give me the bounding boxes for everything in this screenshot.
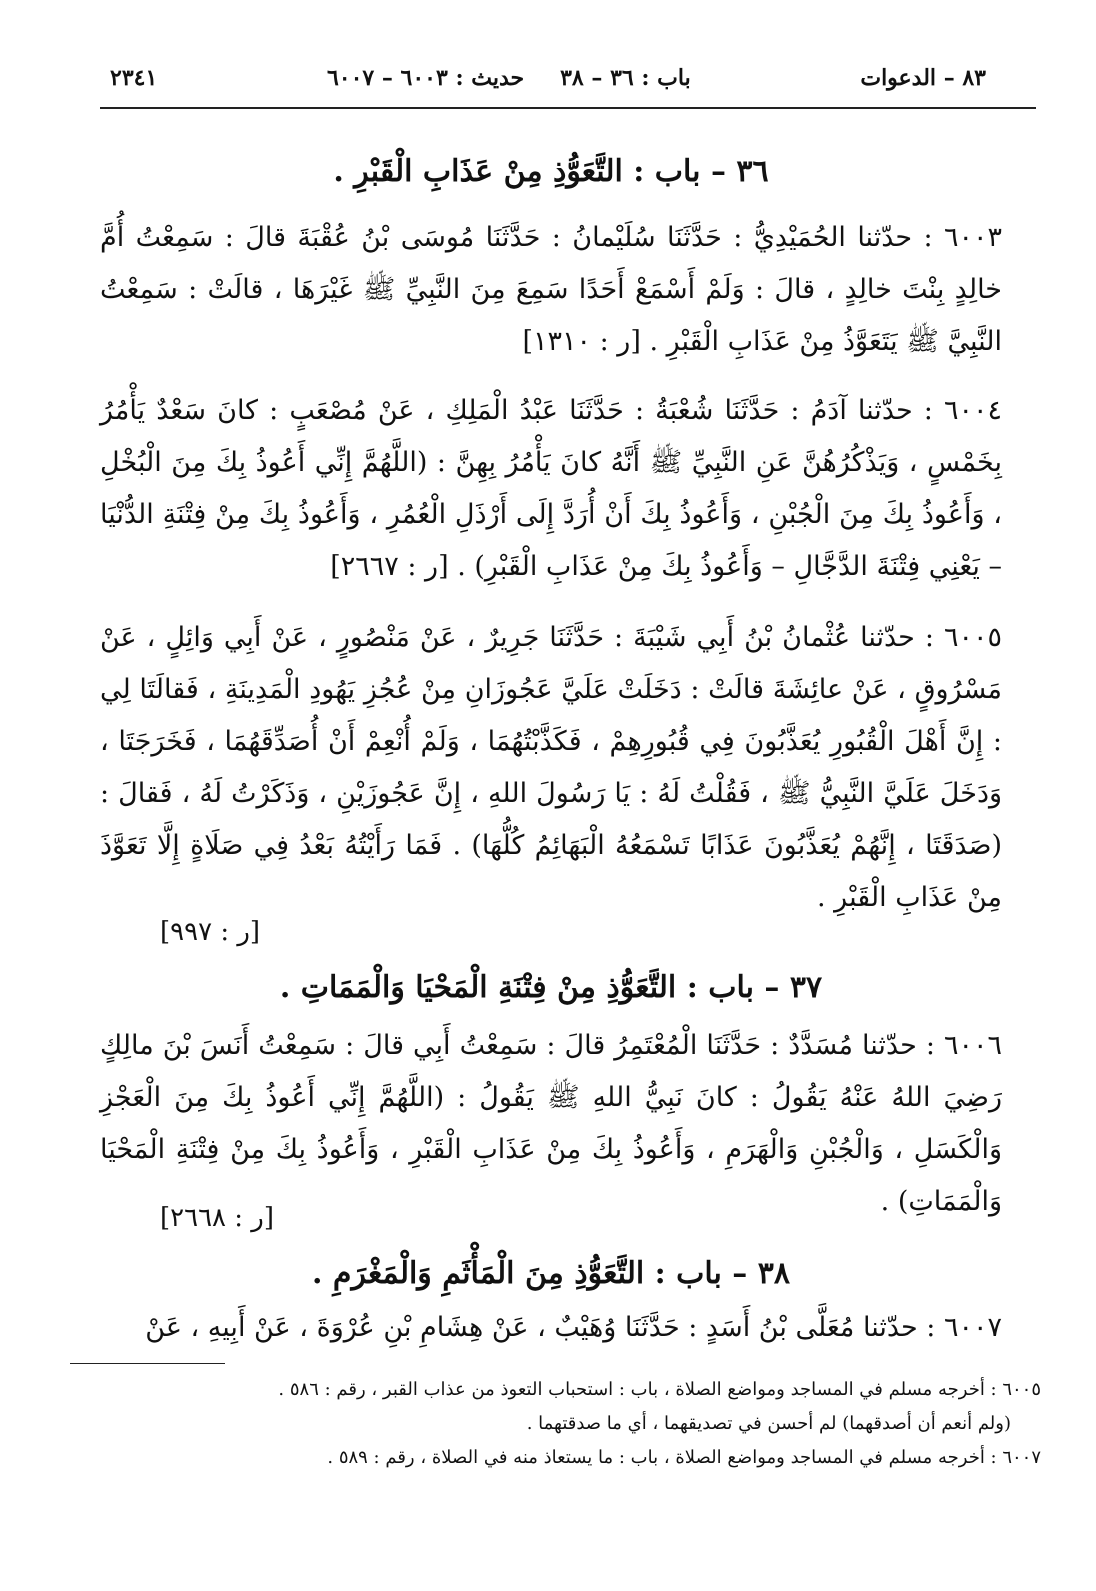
bab-range: باب : ٣٦ – ٣٨ [560, 65, 691, 91]
hadith-6005-reference: [ر : ٩٩٧] [160, 917, 261, 947]
footnote-6005: ٦٠٠٥ : أخرجه مسلم في المساجد ومواضع الصلاة ، باب : استحباب التعوذ من عذاب القبر ، رقم : ٥٨٦ . [278, 1379, 1041, 1400]
footnote-6005-note: (ولم أنعم أن أصدقهما) لم أحسن في تصديقهما ، أي ما صدقتهما . [526, 1413, 1011, 1434]
hadith-6003: ٦٠٠٣ : حدّثنا الحُمَيْدِيُّ : حَدَّثَنَا سُلَيْمانُ : حَدَّثَنَا مُوسَى بْنُ عُقْبَةَ قالَ : سَمِعْتُ أُمَّ خالِدٍ بِنْتَ خالِدٍ ، قالَ : وَلَمْ أَسْمَعْ أَحَدًا سَمِعَ مِنَ النَّبِيِّ ﷺ غَيْرَهَا ، قالَتْ : سَمِعْتُ النَّبِيَّ ﷺ يَتَعَوَّذُ مِنْ عَذَابِ الْقَبْرِ . [ر : ١٣١٠] [100, 222, 1002, 357]
page-number: ٢٣٤١ [110, 65, 158, 91]
hadith-6006: ٦٠٠٦ : حدّثنا مُسَدَّدٌ : حَدَّثَنَا الْمُعْتَمِرُ قالَ : سَمِعْتُ أَبِي قالَ : سَمِعْتُ أَنَسَ بْنَ مالِكٍ رَضِيَ اللهُ عَنْهُ يَقُولُ : كانَ نَبِيُّ اللهِ ﷺ يَقُولُ : (اللَّهُمَّ إِنِّي أَعُوذُ بِكَ مِنَ الْعَجْزِ وَالْكَسَلِ ، وَالْجُبْنِ وَالْهَرَمِ ، وَأَعُوذُ بِكَ مِنْ عَذَابِ الْقَبْرِ ، وَأَعُوذُ بِكَ مِنْ فِتْنَةِ الْمَحْيَا وَالْمَمَاتِ) . [100, 1030, 1002, 1217]
header-divider [100, 107, 1036, 109]
bab-37-heading: ٣٧ – باب : التَّعَوُّذِ مِنْ فِتْنَةِ الْمَحْيَا وَالْمَمَاتِ . [279, 970, 823, 1005]
chapter-title: ٨٣ – الدعوات [860, 65, 986, 91]
footnotes [80, 1373, 1041, 1475]
running-header [110, 58, 986, 98]
footnote-6007: ٦٠٠٧ : أخرجه مسلم في المساجد ومواضع الصلاة ، باب : ما يستعاذ منه في الصلاة ، رقم : ٥٨٩ . [327, 1447, 1041, 1468]
header-ranges [327, 65, 691, 91]
hadith-6005: ٦٠٠٥ : حدّثنا عُثْمانُ بْنُ أَبِي شَيْبَةَ : حَدَّثَنَا جَرِيرٌ ، عَنْ مَنْصُورٍ ، عَنْ أَبِي وَائِلٍ ، عَنْ مَسْرُوقٍ ، عَنْ عائِشَةَ قالَتْ : دَخَلَتْ عَلَيَّ عَجُوزَانِ مِنْ عُجُزِ يَهُودِ الْمَدِينَةِ ، فَقالَتَا لِي : إِنَّ أَهْلَ الْقُبُورِ يُعَذَّبُونَ فِي قُبُورِهِمْ ، فَكَذَّبْتُهُمَا ، وَلَمْ أُنْعِمْ أَنْ أُصَدِّقَهُمَا ، فَخَرَجَتَا ، وَدَخَلَ عَلَيَّ النَّبِيُّ ﷺ ، فَقُلْتُ لَهُ : يَا رَسُولَ اللهِ ، إِنَّ عَجُوزَيْنِ ، وَذَكَرْتُ لَهُ ، فَقالَ : (صَدَقَتَا ، إِنَّهُمْ يُعَذَّبُونَ عَذَابًا تَسْمَعُهُ الْبَهَائِمُ كُلُّهَا) . فَمَا رَأَيْتُهُ بَعْدُ فِي صَلَاةٍ إِلَّا تَعَوَّذَ مِنْ عَذَابِ الْقَبْرِ . [100, 622, 1002, 913]
hadith-range: حديث : ٦٠٠٣ – ٦٠٠٧ [326, 65, 525, 91]
bab-38-heading: ٣٨ – باب : التَّعَوُّذِ مِنَ الْمَأْثَمِ وَالْمَغْرَمِ . [312, 1256, 790, 1291]
bab-36-heading: ٣٦ – باب : التَّعَوُّذِ مِنْ عَذَابِ الْقَبْرِ . [333, 154, 769, 189]
footnote-divider [70, 1363, 225, 1364]
hadith-6006-reference: [ر : ٢٦٦٨] [160, 1203, 275, 1233]
hadith-6007: ٦٠٠٧ : حدّثنا مُعَلَّى بْنُ أَسَدٍ : حَدَّثَنَا وُهَيْبٌ ، عَنْ هِشَامِ بْنِ عُرْوَةَ ، عَنْ أَبِيهِ ، عَنْ [145, 1312, 1002, 1343]
hadith-6004: ٦٠٠٤ : حدّثنا آدَمُ : حَدَّثَنَا شُعْبَةُ : حَدَّثَنَا عَبْدُ الْمَلِكِ ، عَنْ مُصْعَبٍ : كانَ سَعْدٌ يَأْمُرُ بِخَمْسٍ ، وَيَذْكُرُهُنَّ عَنِ النَّبِيِّ ﷺ أَنَّهُ كانَ يَأْمُرُ بِهِنَّ : (اللَّهُمَّ إِنِّي أَعُوذُ بِكَ مِنَ الْبُخْلِ ، وَأَعُوذُ بِكَ مِنَ الْجُبْنِ ، وَأَعُوذُ بِكَ أَنْ أُرَدَّ إِلَى أَرْذَلِ الْعُمُرِ ، وَأَعُوذُ بِكَ مِنْ فِتْنَةِ الدُّنْيَا – يَعْنِي فِتْنَةَ الدَّجَّالِ – وَأَعُوذُ بِكَ مِنْ عَذَابِ الْقَبْرِ) . [ر : ٢٦٦٧] [100, 395, 1002, 582]
